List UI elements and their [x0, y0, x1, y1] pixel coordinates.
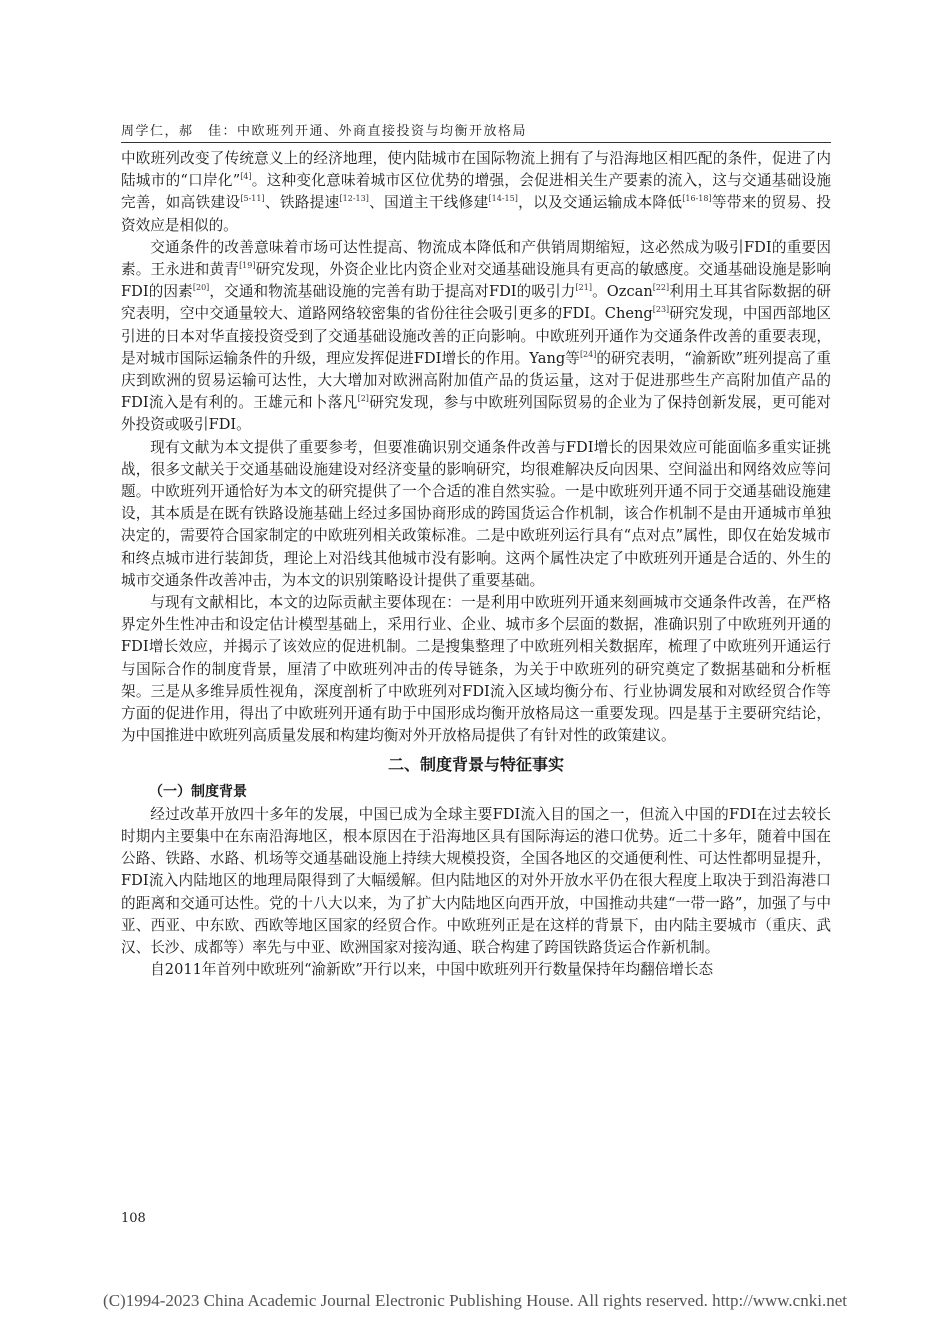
paragraph-4: 与现有文献相比，本文的边际贡献主要体现在：一是利用中欧班列开通来刻画城市交通条件改善，在严格界定外生性冲击和设定估计模型基础上，采用行业、企业、城市多个层面的数据，准确识别了中欧班列开通的FDI增长效应，并揭示了该效应的促进机制。二是搜集整理了中欧班列相关数据库，梳理了中欧班列开通运行与国际合作的制度背景，厘清了中欧班列冲击的传导链条，为关于中欧班列的研究奠定了数据基础和分析框架。三是从多维异质性视角，深度剖析了中欧班列对FDI流入区域均衡分布、行业协调发展和对欧经贸合作等方面的促进作用，得出了中欧班列开通有助于中国形成均衡开放格局这一重要发现。四是基于主要研究结论，为中国推进中欧班列高质量发展和构建均衡对外开放格局提供了有针对性的政策建议。	[121, 594, 831, 745]
citation[interactable]: [19]	[239, 261, 256, 271]
copyright-footer: (C)1994-2023 China Academic Journal Electronic Publishing House. All rights reserved. http://www.cnki.net	[103, 1291, 847, 1310]
section-heading: 二、制度背景与特征事实	[387, 755, 564, 775]
citation[interactable]: [5-11]	[240, 194, 265, 204]
paragraph-2: 交通条件的改善意味着市场可达性提高、物流成本降低和产供销周期缩短，这必然成为吸引FDI的重要因素。王永进和黄青[19]研究发现，外资企业比内资企业对交通基础设施具有更高的敏感度。交通基础设施是影响FDI的因素[20]，交通和物流基础设施的完善有助于提高对FDI的吸引力[21]。Ozcan[22]利用土耳其省际数据的研究表明，空中交通量较大、道路网络较密集的省份往往会吸引更多的FDI。Cheng[23]研究发现，中国西部地区引进的日本对华直接投资受到了交通基础设施改善的正向影响。中欧班列开通作为交通条件改善的重要表现，是对城市国际运输条件的升级，理应发挥促进FDI增长的作用。Yang等[24]的研究表明，“渝新欧”班列提高了重庆到欧洲的贸易运输可达性，大大增加对欧洲高附加值产品的货运量，这对于促进那些生产高附加值产品的FDI流入是有利的。王雄元和卜落凡[2]研究发现，参与中欧班列国际贸易的企业为了保持创新发展，更可能对外投资或吸引FDI。	[121, 238, 831, 434]
citation[interactable]: [14-15]	[488, 194, 518, 204]
paragraph-5: 经过改革开放四十多年的发展，中国已成为全球主要FDI流入目的国之一，但流入中国的FDI在过去较长时期内主要集中在东南沿海地区，根本原因在于沿海地区具有国际海运的港口优势。近二十多年，随着中国在公路、铁路、水路、机场等交通基础设施上持续大规模投资，全国各地区的交通便利性、可达性都明显提升，FDI流入内陆地区的地理局限得到了大幅缓解。但内陆地区的对外开放水平仍在很大程度上取决于到沿海港口的距离和交通可达性。党的十八大以来，为了扩大内陆地区向西开放，中国推动共建“一带一路”，加强了与中亚、西亚、中东欧、西欧等地区国家的经贸合作。中欧班列正是在这样的背景下，由内陆主要城市（重庆、武汉、长沙、成都等）率先与中亚、欧洲国家对接沟通、联合构建了跨国铁路货运合作新机制。	[121, 805, 831, 956]
citation[interactable]: [21]	[575, 283, 592, 293]
citation[interactable]: [24]	[579, 349, 597, 359]
citation[interactable]: [16-18]	[682, 194, 712, 204]
citation[interactable]: [4]	[240, 172, 252, 182]
paragraph-6: 自2011年首列中欧班列“渝新欧”开行以来，中国中欧班列开行数量保持年均翻倍增长态	[150, 961, 714, 979]
subsection-heading: （一）制度背景	[149, 784, 247, 801]
page-number: 108	[121, 1211, 146, 1226]
citation[interactable]: [20]	[192, 283, 210, 293]
citation[interactable]: [2]	[357, 394, 369, 404]
paragraph-1: 中欧班列改变了传统意义上的经济地理，使内陆城市在国际物流上拥有了与沿海地区相匹配的条件，促进了内陆城市的“口岸化”[4]。这种变化意味着城市区位优势的增强，会促进相关生产要素的流入，这与交通基础设施完善，如高铁建设[5-11]、铁路提速[12-13]、国道主干线修建[14-15]，以及交通运输成本降低[16-18]等带来的贸易、投资效应是相似的。	[121, 150, 831, 234]
body-text	[121, 148, 831, 981]
citation[interactable]: [23]	[652, 305, 670, 315]
header-rule	[121, 142, 831, 143]
citation[interactable]: [22]	[652, 283, 670, 293]
citation[interactable]: [12-13]	[339, 194, 369, 204]
paragraph-3: 现有文献为本文提供了重要参考，但要准确识别交通条件改善与FDI增长的因果效应可能面临多重实证挑战，很多文献关于交通基础设施建设对经济变量的影响研究，均很难解决反向因果、空间溢出和网络效应等问题。中欧班列开通恰好为本文的研究提供了一个合适的准自然实验。一是中欧班列开通不同于交通基础设施建设，其本质是在既有铁路设施基础上经过多国协商形成的跨国货运合作机制，该合作机制不是由开通城市单独决定的，需要符合国家制定的中欧班列相关政策标准。二是中欧班列运行具有“点对点”属性，即仅在始发城市和终点城市进行装卸货，理论上对沿线其他城市没有影响。这两个属性决定了中欧班列开通是合适的、外生的城市交通条件改善冲击，为本文的识别策略设计提供了重要基础。	[121, 438, 831, 589]
running-head: 周学仁，郝 佳：中欧班列开通、外商直接投资与均衡开放格局	[121, 124, 528, 139]
